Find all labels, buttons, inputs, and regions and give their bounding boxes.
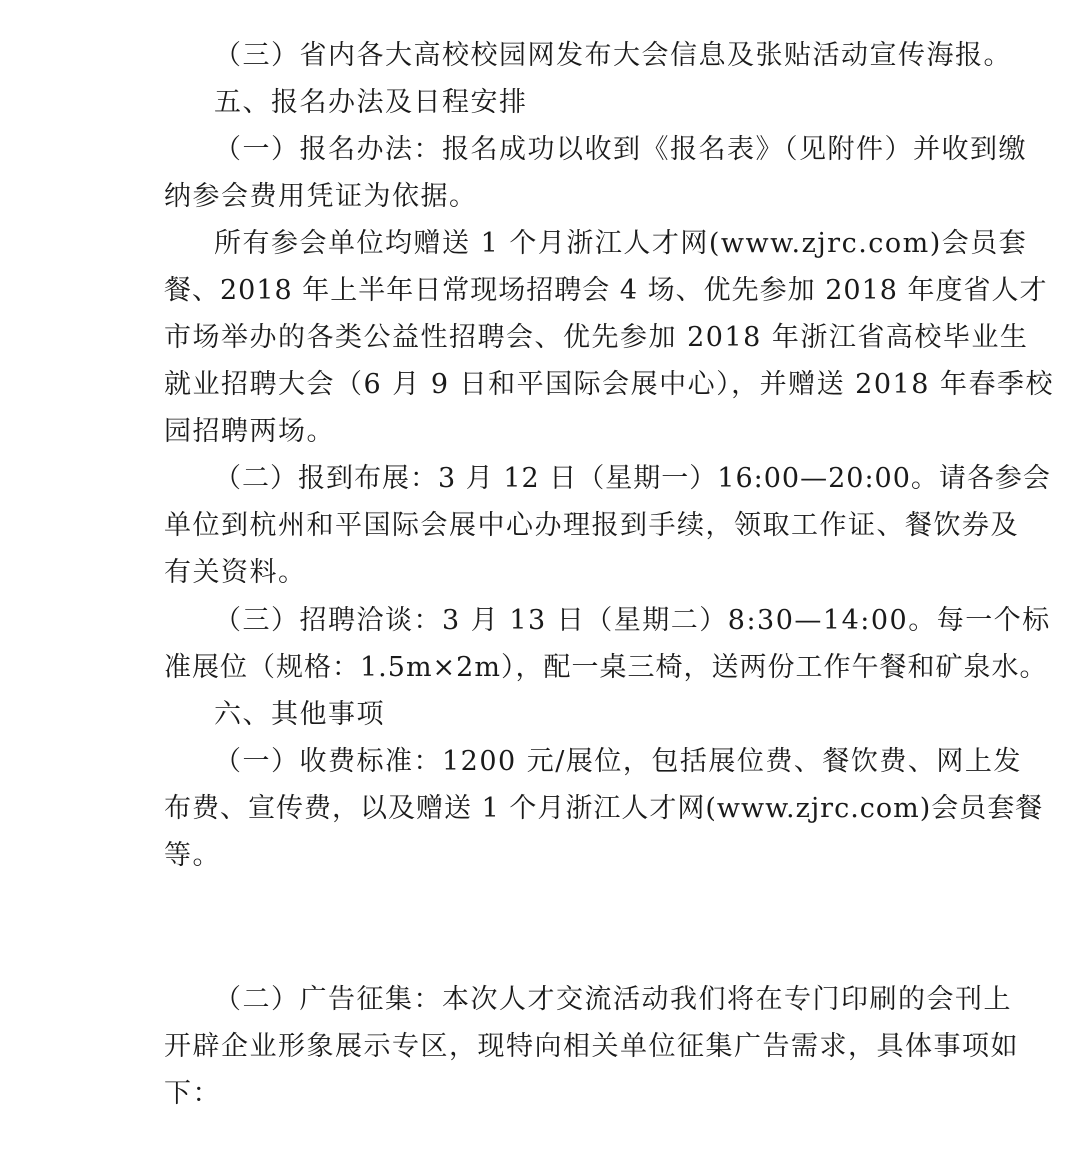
text-line: 园招聘两场。: [164, 416, 335, 447]
section-heading: 六、其他事项: [214, 699, 385, 730]
text-line: 所有参会单位均赠送 1 个月浙江人才网(www.zjrc.com)会员套: [214, 228, 1028, 259]
text-line: （一）报名办法：报名成功以收到《报名表》（见附件）并收到缴: [214, 134, 1027, 165]
text-line: 准展位（规格：1.5m×2m），配一桌三椅，送两份工作午餐和矿泉水。: [164, 652, 1048, 683]
text-line: （一）收费标准：1200 元/展位，包括展位费、餐饮费、网上发: [214, 746, 1022, 777]
text-line: 纳参会费用凭证为依据。: [164, 181, 478, 212]
text-line: 开辟企业形象展示专区，现特向相关单位征集广告需求，具体事项如: [164, 1031, 1019, 1062]
section-heading: 五、报名办法及日程安排: [214, 87, 528, 118]
text-line: （三）招聘洽谈：3 月 13 日（星期二）8:30—14:00。每一个标: [214, 605, 1051, 636]
text-line: 下：: [164, 1078, 221, 1109]
text-line: （二）报到布展：3 月 12 日（星期一）16:00—20:00。请各参会: [214, 463, 1051, 494]
text-line: 餐、2018 年上半年日常现场招聘会 4 场、优先参加 2018 年度省人才: [164, 275, 1048, 306]
text-line: 有关资料。: [164, 557, 307, 588]
text-line: （三）省内各大高校校园网发布大会信息及张贴活动宣传海报。: [214, 40, 1012, 71]
text-line: 布费、宣传费，以及赠送 1 个月浙江人才网(www.zjrc.com)会员套餐: [164, 793, 1044, 824]
text-line: （二）广告征集：本次人才交流活动我们将在专门印刷的会刊上: [214, 984, 1012, 1015]
text-line: 单位到杭州和平国际会展中心办理报到手续，领取工作证、餐饮券及: [164, 510, 1019, 541]
text-line: 就业招聘大会（6 月 9 日和平国际会展中心），并赠送 2018 年春季校: [164, 369, 1054, 400]
text-line: 等。: [164, 840, 221, 871]
text-line: 市场举办的各类公益性招聘会、优先参加 2018 年浙江省高校毕业生: [164, 322, 1029, 353]
